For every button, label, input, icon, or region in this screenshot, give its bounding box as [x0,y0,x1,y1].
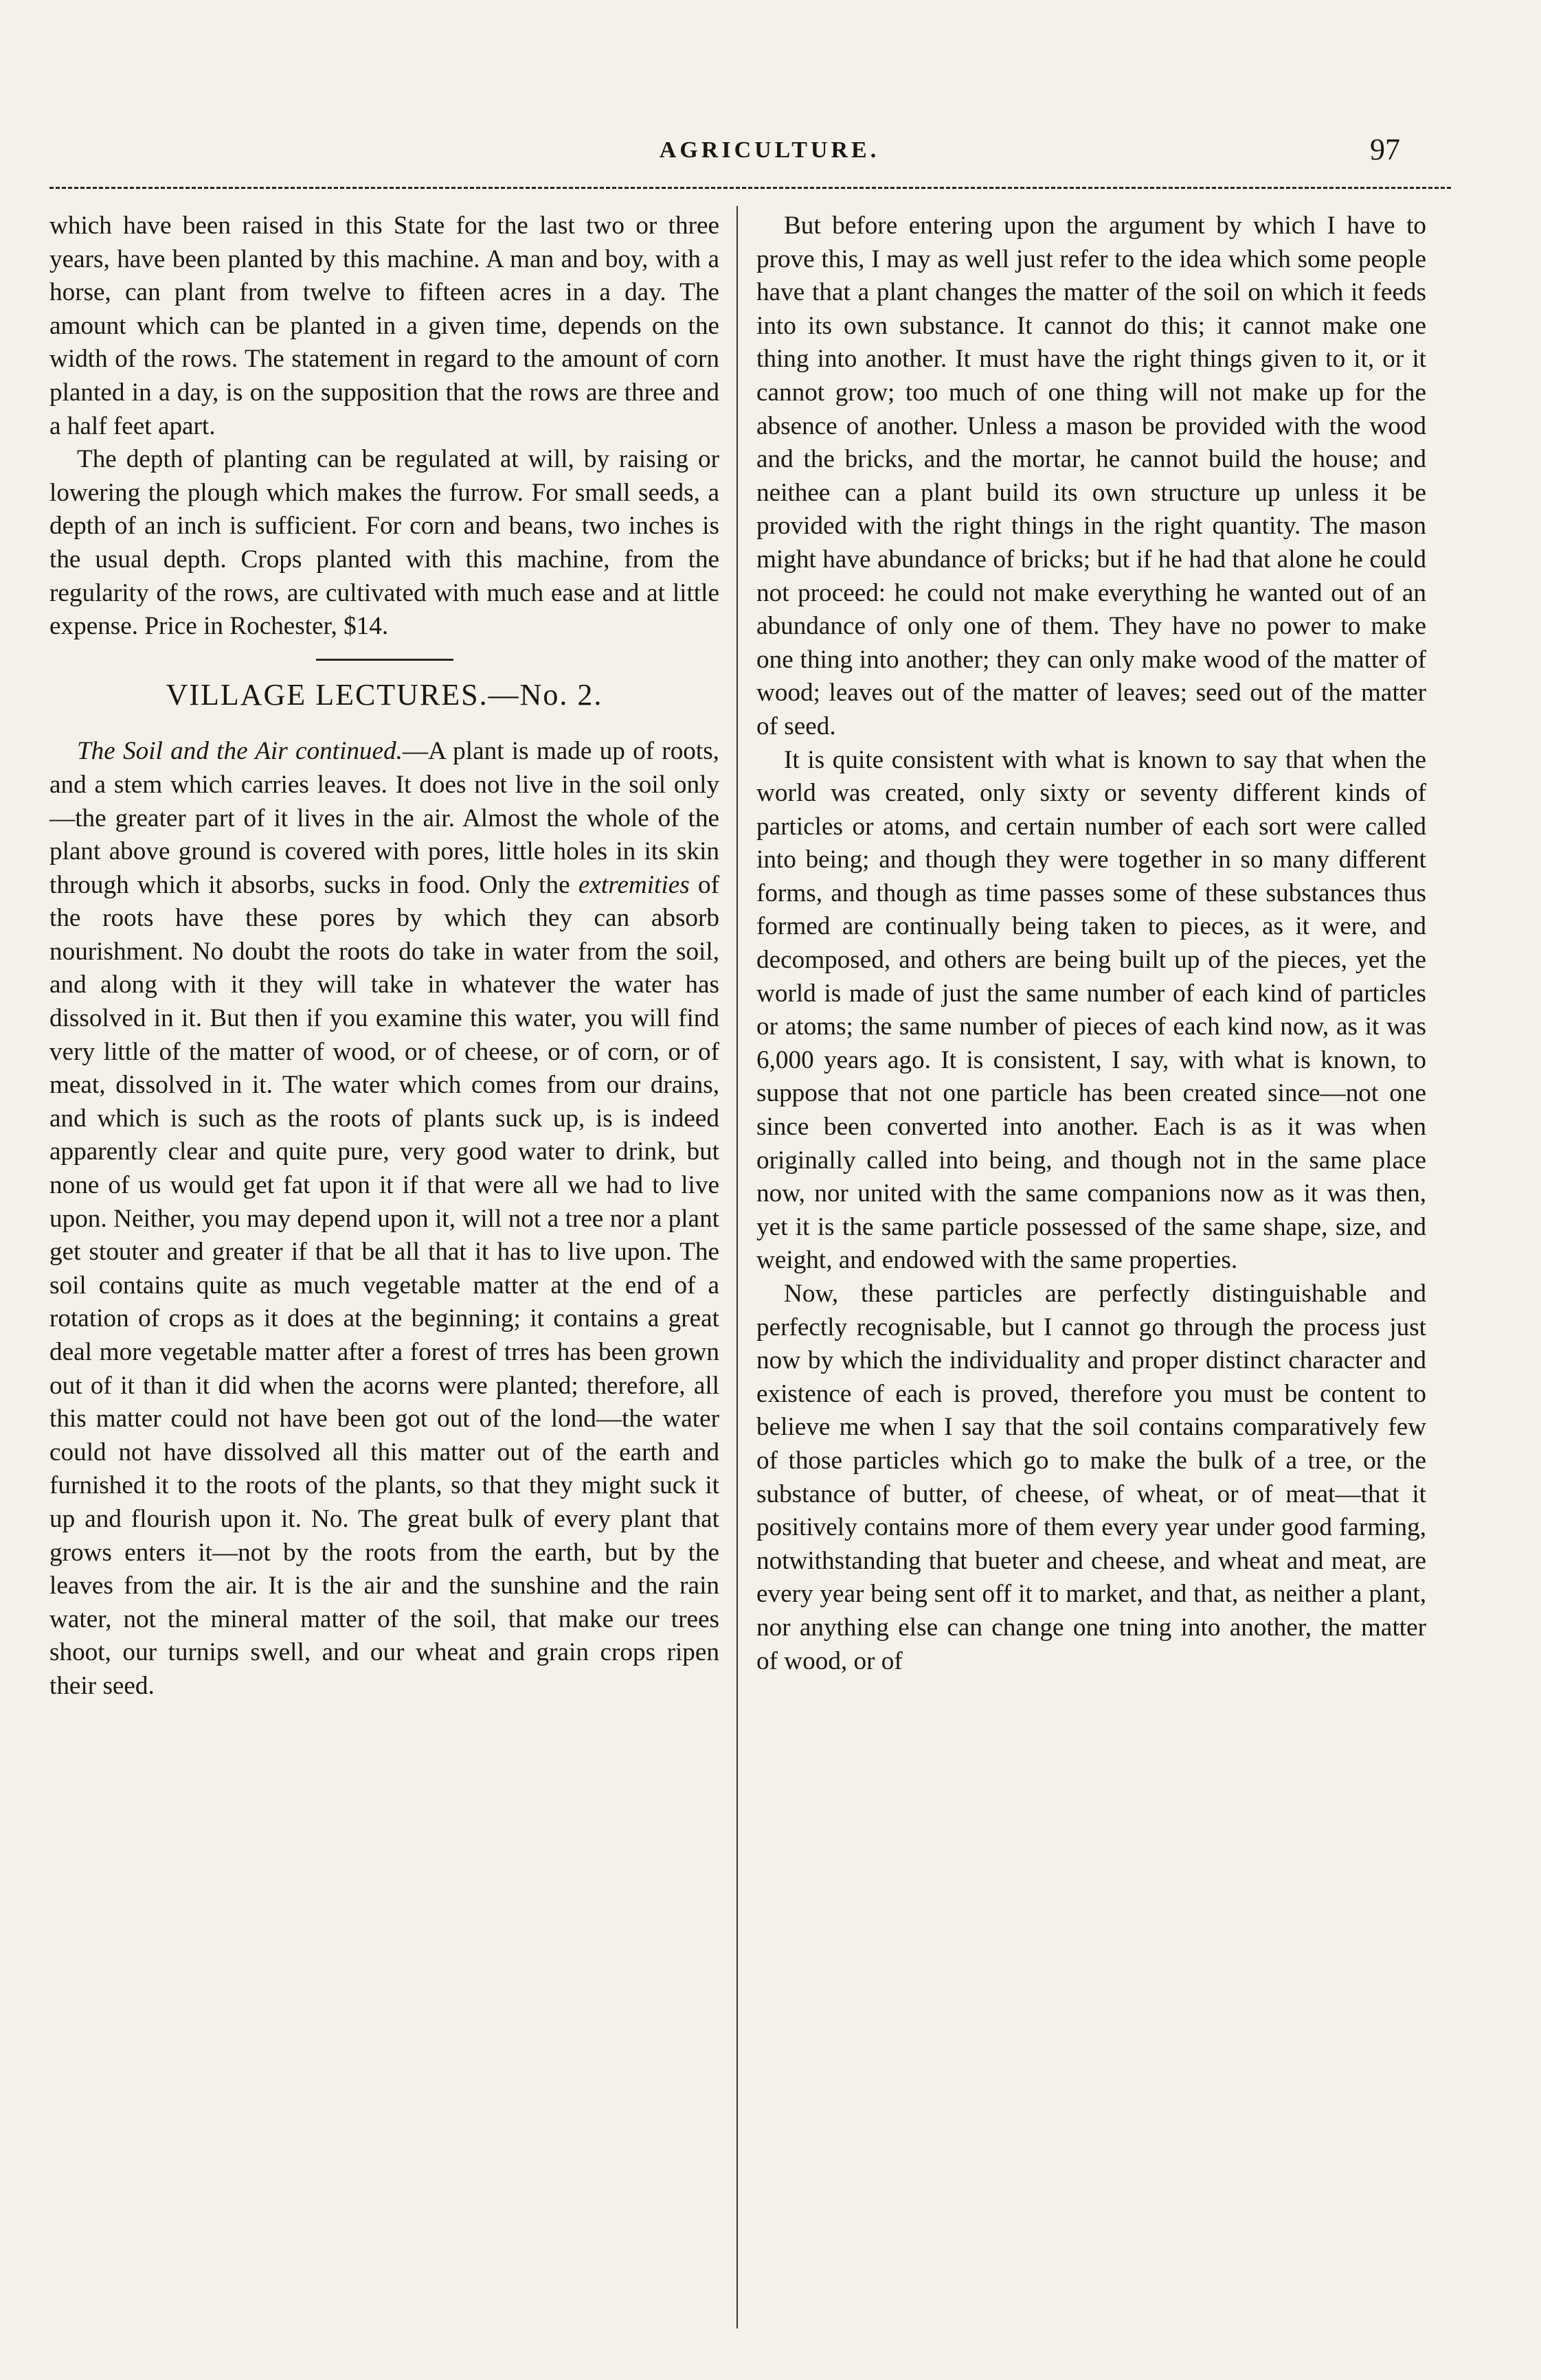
right-column [756,209,1426,1678]
left-column [49,209,719,1703]
right-paragraph-3: Now, these particles are perfectly distinguishable and perfectly recognisable, but I cannot go through the process just now by which the individuality and proper distinct character and existence of each is proved, therefore you must be content to believe me when I say that the soil contains comparatively few of those particles which go to make the bulk of a tree, or the substance of butter, of cheese, of wheat, or of meat—that it positively contains more of them every year under good farming, notwithstanding that bueter and cheese, and wheat and meat, are every year being sent off it to market, and that, as neither a plant, nor anything else can change one tning into another, the matter of wood, or of [756,1280,1426,1675]
right-paragraph-2: It is quite consistent with what is known to say that when the world was created, only sixty or seventy different kinds of particles or atoms, and certain number of each sort were called into being; and though they were together in so many different forms, and though as time passes some of these substances thus formed are continually being taken to pieces, as it were, and decomposed, and others are being built up of the pieces, yet the world is made of just the same number of each kind of particles or atoms; the same number of pieces of each kind now, as it was 6,000 years ago. It is consistent, I say, with what is known, to suppose that not one particle has been created since—not one since been converted into another. Each is as it was when originally called into being, and though not in the same place now, nor united with the same companions now as it was then, yet it is the same particle possessed of the same shape, size, and weight, and endowed with the same properties. [756,745,1426,1275]
right-paragraph-1: But before entering upon the argument by which I have to prove this, I may as well just refer to the idea which some people have that a plant changes the matter of the soil on which it feeds into its own substance. It cannot do this; it cannot make one thing into another. It must have the right things given to it, or it cannot grow; too much of one thing will not make up for the absence of another. Unless a mason be provided with the wood and the bricks, and the mortar, he cannot build the house; and neithee can a plant build its own structure up unless it be provided with the right things in the right quantity. The mason might have abundance of bricks; but if he had that alone he could not proceed: he could not make everything he wanted out of an abundance of only one of them. They have no power to make one thing into another; they can only make wood of the matter of wood; leaves out of the matter of leaves; seed out of the matter of seed. [756,212,1426,740]
section-rule [316,659,453,661]
left-paragraph-3 [49,735,719,1703]
column-divider [736,206,738,2328]
left-paragraph-2: The depth of planting can be regulated at will, by raising or lowering the plough which makes the furrow. For small seeds, a depth of an inch is sufficient. For corn and beans, two inches is the usual depth. Crops planted with this machine, from the regularity of the rows, are cultivated with much ease and at little expense. Price in Rochester, $14. [49,445,719,641]
lecture-text-a: —A plant is made up of roots, and a stem which carries leaves. It does not live in the soil only—the greater part of it lives in the air. Almost the whole of the plant above ground is covered with pores, little holes in its skin through which it absorbs, sucks in food. Only the [49,737,719,899]
lecture-text-b: of the roots have these pores by which they can absorb nourishment. No doubt the roots do take in water from the soil, and along with it they will take in whatever the water has dissolved in it. But then if you examine this water, you will find very little of the matter of wood, or of cheese, or of corn, or of meat, dissolved in it. The water which comes from our drains, and which is such as the roots of plants suck up, is is indeed apparently clear and quite pure, very good water to drink, but none of us would get fat upon it if that were all we had to live upon. Neither, you may depend upon it, will not a tree nor a plant get stouter and greater if that be all that it has to live upon. The soil contains quite as much vegetable matter at the end of a rotation of crops as it does at the beginning; it contains a great deal more vegetable matter after a forest of trres has been grown out of it than it did when the acorns were planted; therefore, all this matter could not have been got out of the lond—the water could not have dissolved all this matter out of the earth and furnished it to the roots of the plants, so that they might suck it up and flourish upon it. No. The great bulk of every plant that grows enters it—not by the roots from the earth, but by the leaves from the air. It is the air and the sunshine and the rain water, not the mineral matter of the soil, that make our trees shoot, our turnips swell, and our wheat and grain crops ripen their seed. [49,870,719,1700]
lecture-emphasis: extremities [578,870,690,899]
running-head [0,133,1541,179]
section-title: VILLAGE LECTURES.—No. 2. [166,677,603,712]
header-rule [49,187,1451,189]
left-paragraph-1: which have been raised in this State for the last two or three years, have been planted by this machine. A man and boy, with a horse, can plant from twelve to fifteen acres in a day. The amount which can be planted in a given time, depends on the width of the rows. The statement in regard to the amount of corn planted in a day, is on the supposition that the rows are three and a half feet apart. [49,212,719,440]
page-number: 97 [1370,133,1400,166]
lecture-lead-italic: The Soil and the Air continued. [77,737,403,766]
running-title: AGRICULTURE. [659,137,880,163]
